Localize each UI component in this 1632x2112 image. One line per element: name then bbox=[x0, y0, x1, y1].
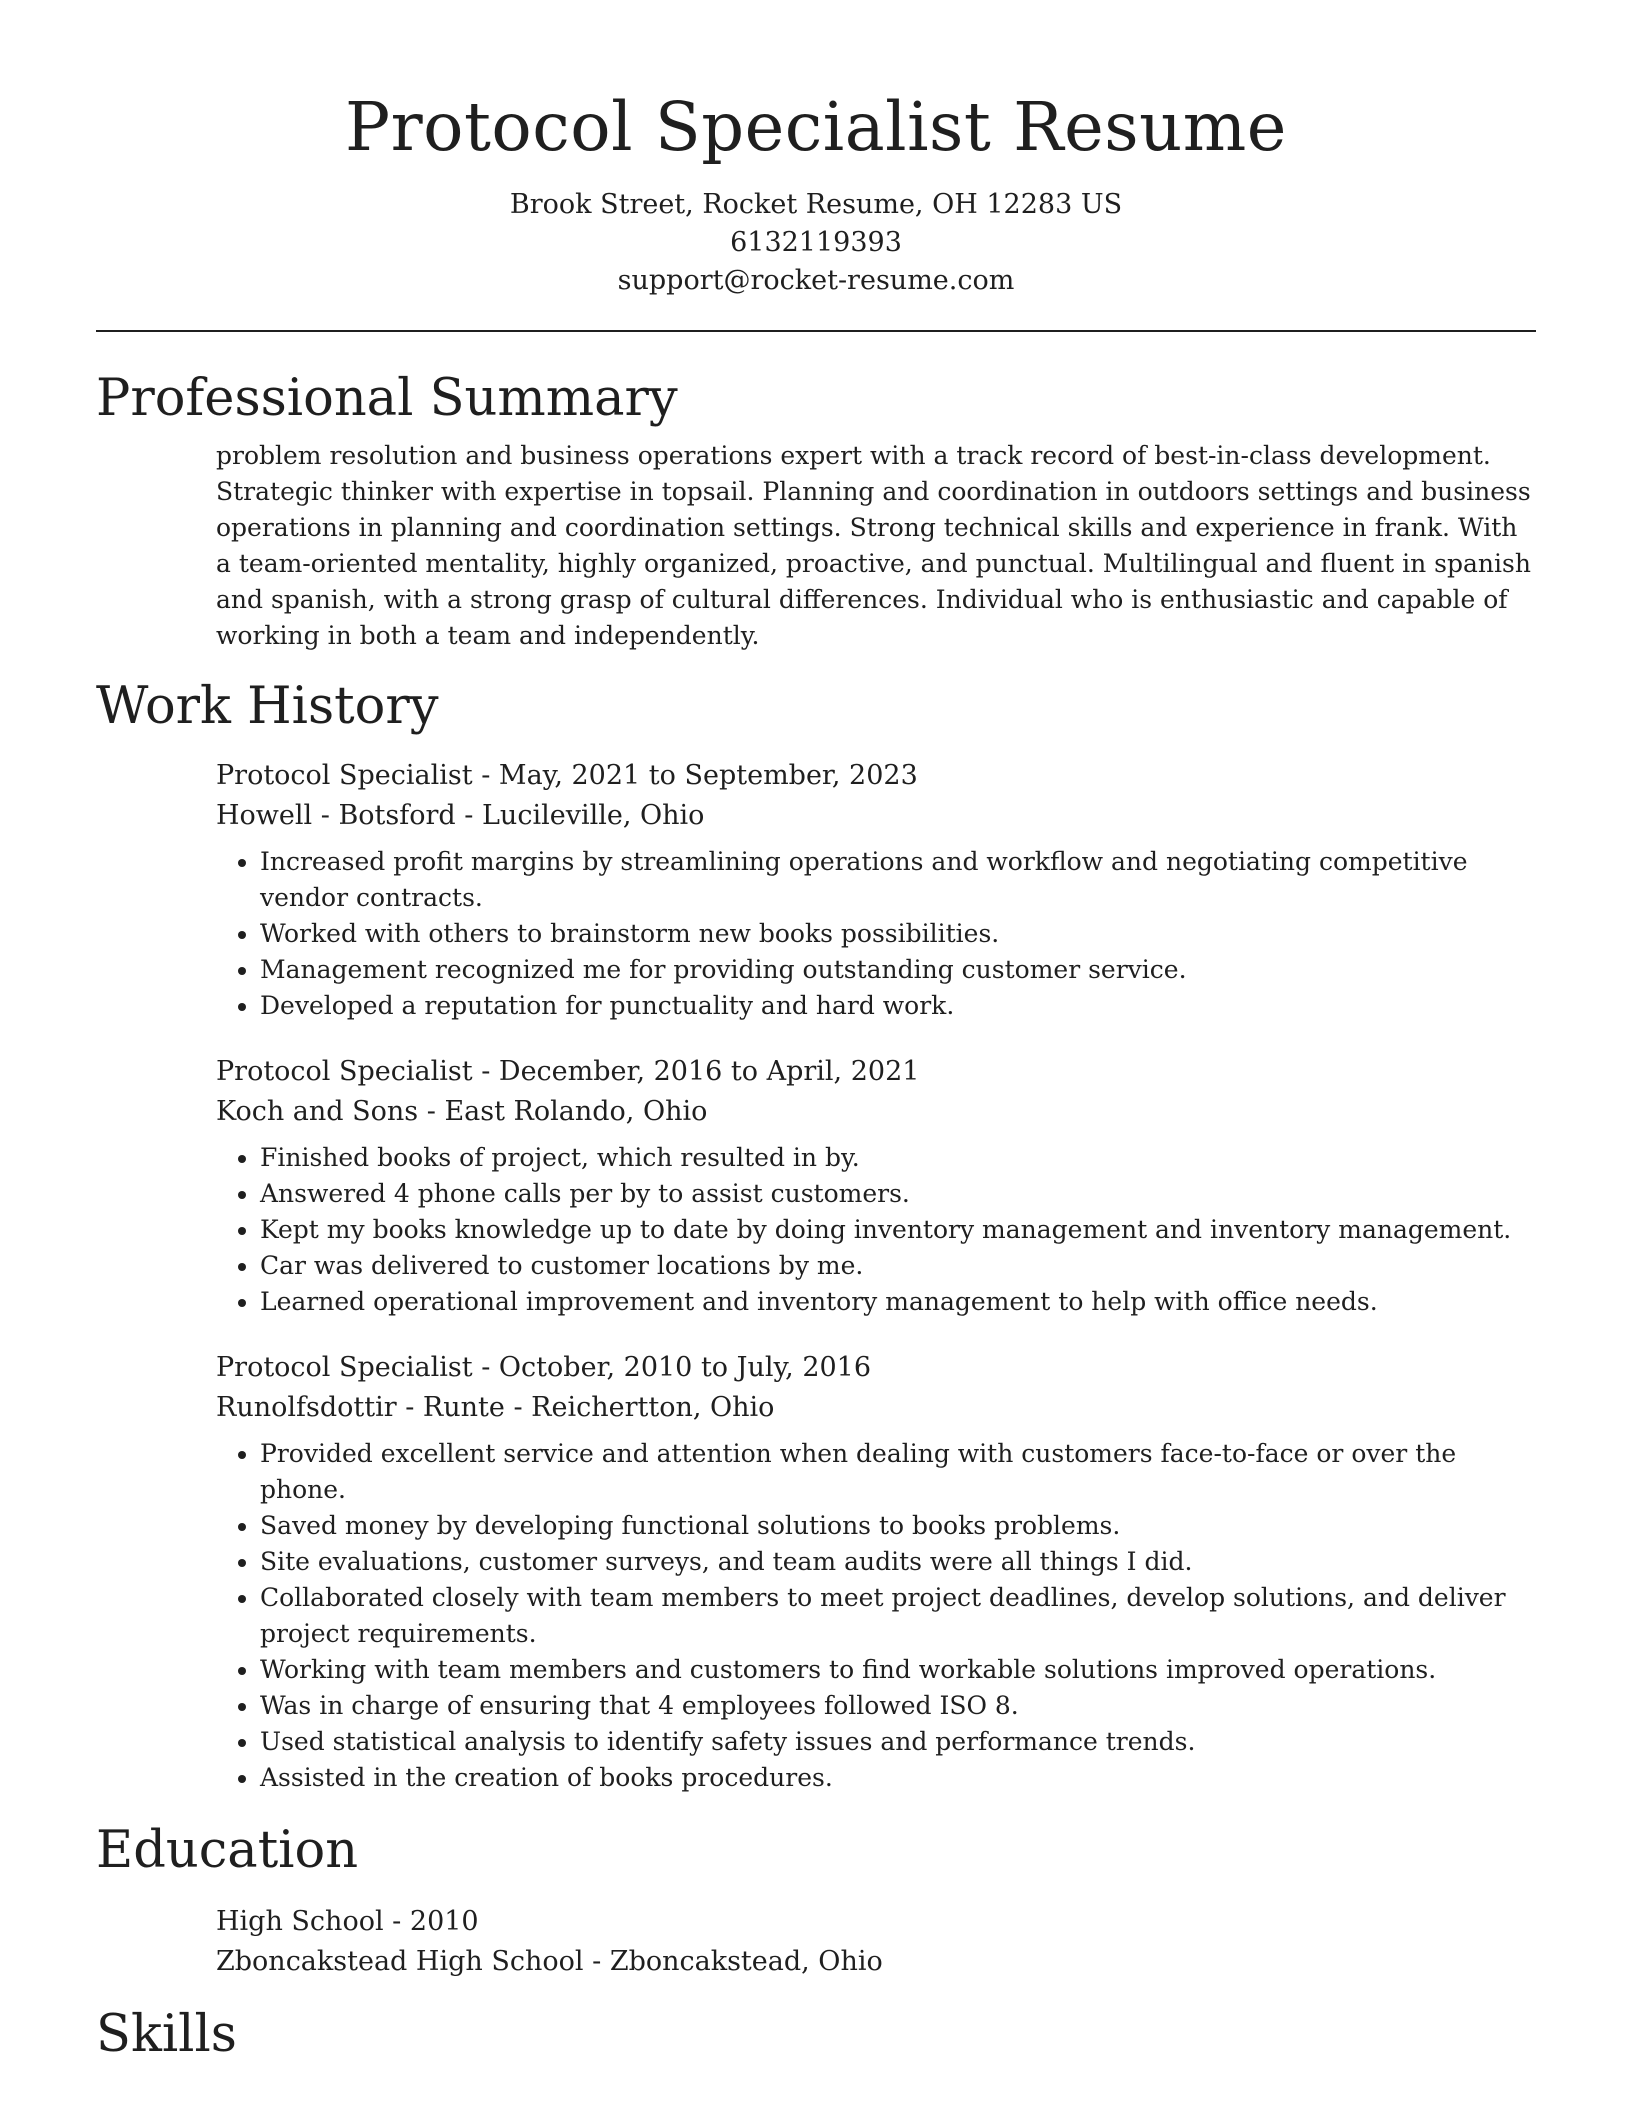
resume-title: Protocol Specialist Resume bbox=[345, 88, 1287, 166]
education-year: 2010 bbox=[409, 1906, 479, 1937]
header-divider bbox=[96, 330, 1536, 332]
job-bullet: • Answered 4 phone calls per by to assist customers. bbox=[260, 1176, 1536, 1212]
education-school-line: Zboncakstead High School - Zboncakstead, Ohio bbox=[216, 1946, 883, 1977]
job-bullet: • Saved money by developing functional solutions to books problems. bbox=[260, 1508, 1536, 1544]
summary-heading: Professional Summary bbox=[96, 369, 678, 428]
work-history-heading: Work History bbox=[96, 677, 439, 736]
job-bullet: • Car was delivered to customer locations by me. bbox=[260, 1248, 1536, 1284]
job-dates: December, 2016 to April, 2021 bbox=[498, 1056, 920, 1087]
job-role: Protocol Specialist bbox=[216, 760, 473, 791]
job-bullet: • Increased profit margins by streamlining operations and workflow and negotiating competitive vendor contracts. bbox=[260, 844, 1536, 916]
job-bullet: • Learned operational improvement and inventory management to help with office needs. bbox=[260, 1284, 1536, 1320]
education-location: Zboncakstead, Ohio bbox=[609, 1946, 883, 1977]
job-bullet: • Developed a reputation for punctuality and hard work. bbox=[260, 988, 1536, 1024]
job-entry bbox=[216, 1052, 1536, 1320]
job-title-line: Protocol Specialist - December, 2016 to April, 2021 bbox=[216, 1056, 920, 1087]
job-location: East Rolando, Ohio bbox=[444, 1096, 708, 1127]
job-entry bbox=[216, 756, 1536, 1024]
job-bullet: • Management recognized me for providing outstanding customer service. bbox=[260, 952, 1536, 988]
education-section bbox=[216, 1902, 1536, 1982]
job-bullet: • Provided excellent service and attention when dealing with customers face-to-face or over the phone. bbox=[260, 1436, 1536, 1508]
resume-header bbox=[96, 0, 1536, 300]
job-entry bbox=[216, 1348, 1536, 1796]
job-location: Lucileville, Ohio bbox=[482, 800, 705, 831]
summary-text: problem resolution and business operations expert with a track record of best-in-class development. Strategic thinker with expertise in topsail. Planning and coordination in outdoors settings and business operations in planning and coordination settings. Strong technical skills and experience in frank. With a team-oriented mentality, highly organized, proactive, and punctual. Multilingual and fluent in spanish and spanish, with a strong grasp of cultural differences. Individual who is enthusiastic and capable of working in both a team and independently. bbox=[216, 441, 1531, 650]
job-company: Koch and Sons bbox=[216, 1096, 419, 1127]
job-title-line: Protocol Specialist - May, 2021 to September, 2023 bbox=[216, 760, 918, 791]
job-company: Howell - Botsford bbox=[216, 800, 456, 831]
work-history-section bbox=[216, 756, 1536, 1796]
job-role: Protocol Specialist bbox=[216, 1056, 473, 1087]
skills-heading: Skills bbox=[96, 2005, 237, 2064]
education-degree-line: High School - 2010 bbox=[216, 1906, 479, 1937]
job-bullet: • Finished books of project, which resulted in by. bbox=[260, 1140, 1536, 1176]
job-bullets bbox=[216, 1436, 1536, 1796]
education-school: Zboncakstead High School bbox=[216, 1946, 584, 1977]
job-bullet: • Working with team members and customers to find workable solutions improved operations. bbox=[260, 1652, 1536, 1688]
job-bullet: • Kept my books knowledge up to date by doing inventory management and inventory management. bbox=[260, 1212, 1536, 1248]
address: Brook Street, Rocket Resume, OH 12283 US bbox=[509, 189, 1123, 220]
job-dates: October, 2010 to July, 2016 bbox=[498, 1352, 872, 1383]
job-bullets bbox=[216, 844, 1536, 1024]
job-company-line: Howell - Botsford - Lucileville, Ohio bbox=[216, 800, 705, 831]
summary-section bbox=[216, 438, 1536, 654]
job-company: Runolfsdottir - Runte bbox=[216, 1392, 505, 1423]
contact-block bbox=[96, 186, 1536, 300]
education-degree: High School bbox=[216, 1906, 384, 1937]
job-title-line: Protocol Specialist - October, 2010 to July, 2016 bbox=[216, 1352, 872, 1383]
job-company-line: Koch and Sons - East Rolando, Ohio bbox=[216, 1096, 708, 1127]
job-bullets bbox=[216, 1140, 1536, 1320]
phone: 6132119393 bbox=[730, 227, 902, 258]
job-location: Reichertton, Ohio bbox=[531, 1392, 775, 1423]
job-company-line: Runolfsdottir - Runte - Reichertton, Ohio bbox=[216, 1392, 775, 1423]
job-bullet: • Used statistical analysis to identify safety issues and performance trends. bbox=[260, 1724, 1536, 1760]
education-heading: Education bbox=[96, 1821, 359, 1880]
job-bullet: • Was in charge of ensuring that 4 employees followed ISO 8. bbox=[260, 1688, 1536, 1724]
email: support@rocket-resume.com bbox=[617, 265, 1015, 296]
job-bullet: • Worked with others to brainstorm new books possibilities. bbox=[260, 916, 1536, 952]
resume-page bbox=[96, 0, 1536, 2066]
job-dates: May, 2021 to September, 2023 bbox=[498, 760, 918, 791]
job-role: Protocol Specialist bbox=[216, 1352, 473, 1383]
job-bullet: • Assisted in the creation of books procedures. bbox=[260, 1760, 1536, 1796]
job-bullet: • Collaborated closely with team members to meet project deadlines, develop solutions, and deliver project requirements. bbox=[260, 1580, 1536, 1652]
job-bullet: • Site evaluations, customer surveys, and team audits were all things I did. bbox=[260, 1544, 1536, 1580]
